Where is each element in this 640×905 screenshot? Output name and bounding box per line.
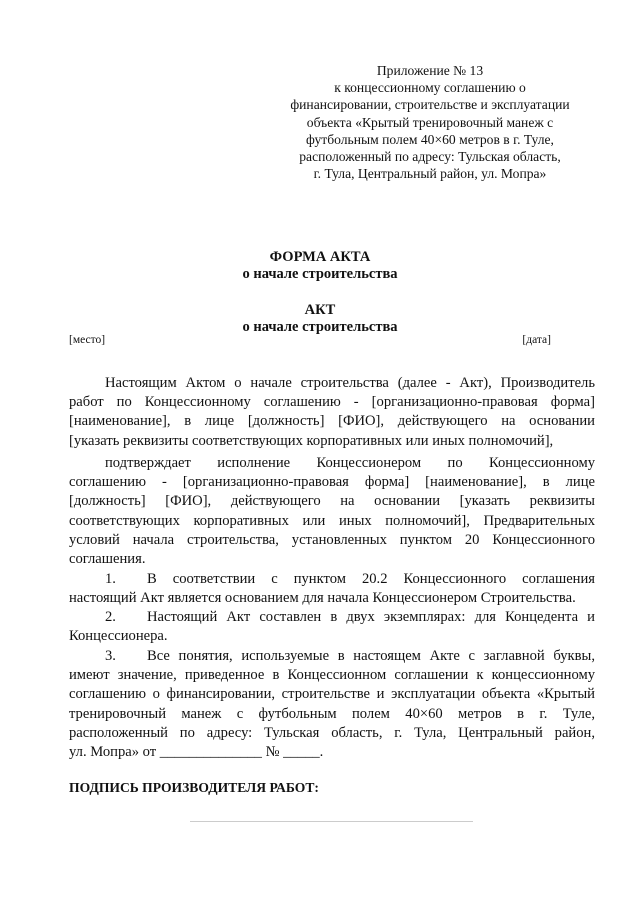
item-first-line bbox=[69, 570, 595, 589]
act-title: АКТ bbox=[304, 302, 336, 318]
appendix-line: расположенный по адресу: Тульская область, bbox=[299, 149, 561, 165]
numbered-item-3 bbox=[69, 647, 595, 762]
appendix-line: футбольным полем 40×60 метров в г. Туле, bbox=[306, 131, 554, 147]
signature-line bbox=[190, 821, 473, 822]
paragraph-line: соглашения. bbox=[69, 551, 146, 568]
paragraph-line: [наименование], в лице [должность] [ФИО], действующего на основании bbox=[69, 413, 595, 430]
item-first-line bbox=[69, 608, 595, 627]
appendix-header bbox=[270, 62, 590, 182]
numbered-item-2 bbox=[69, 608, 595, 646]
paragraph-line: подтверждает исполнение Концессионером по Концессионному bbox=[105, 455, 595, 471]
form-title: ФОРМА АКТА bbox=[269, 249, 371, 265]
item-text: Настоящий Акт составлен в двух экземплярах: для Концедента и bbox=[147, 609, 595, 625]
appendix-line: к концессионному соглашению о bbox=[334, 80, 526, 96]
act-subtitle: о начале строительства bbox=[242, 319, 398, 335]
place-field: [место] bbox=[69, 334, 106, 346]
paragraph-line: ул. Мопра» от ______________ № _____. bbox=[69, 744, 324, 761]
paragraph-line: условий начала строительства, установленных пунктом 20 Концессионного bbox=[69, 531, 595, 548]
appendix-line: финансировании, строительстве и эксплуатации bbox=[290, 97, 570, 113]
paragraph-line: расположенный по адресу: Тульская область, г. Тула, Центральный район, bbox=[69, 724, 595, 741]
paragraph-line: настоящий Акт является основанием для начала Концессионером Строительства. bbox=[69, 590, 576, 607]
paragraph-line: имеют значение, приведенное в Концессионном соглашении к концессионному bbox=[69, 667, 595, 684]
item-text: Все понятия, используемые в настоящем Акте с заглавной буквы, bbox=[147, 648, 595, 664]
paragraph-line: Настоящим Актом о начале строительства (далее - Акт), Производитель bbox=[105, 375, 595, 391]
paragraph-line: соглашению о финансировании, строительстве и эксплуатации объекта «Крытый bbox=[69, 686, 595, 703]
paragraph-line: соглашению - [организационно-правовая форма] [наименование], в лице bbox=[69, 474, 595, 491]
item-number: 2. bbox=[105, 609, 116, 625]
item-number: 3. bbox=[105, 648, 116, 664]
paragraph-line: соответствующих корпоративных или иных полномочий], Предварительных bbox=[69, 512, 595, 529]
paragraph-1 bbox=[69, 374, 595, 451]
paragraph-line: Концессионера. bbox=[69, 628, 168, 645]
appendix-line: г. Тула, Центральный район, ул. Мопра» bbox=[313, 166, 547, 182]
numbered-item-1 bbox=[69, 570, 595, 608]
form-subtitle: о начале строительства bbox=[242, 266, 398, 282]
item-first-line bbox=[69, 647, 595, 666]
item-text: В соответствии с пунктом 20.2 Концессионного соглашения bbox=[147, 571, 595, 587]
paragraph-line: тренировочный манеж с футбольным полем 40×60 метров в г. Туле, bbox=[69, 705, 595, 722]
date-field: [дата] bbox=[522, 334, 551, 346]
signature-label: ПОДПИСЬ ПРОИЗВОДИТЕЛЯ РАБОТ: bbox=[69, 780, 319, 795]
appendix-line: Приложение № 13 bbox=[376, 63, 484, 78]
item-number: 1. bbox=[105, 571, 116, 587]
paragraph-2 bbox=[69, 454, 595, 569]
paragraph-line: работ по Концессионному соглашению - [организационно-правовая форма] bbox=[69, 394, 595, 411]
appendix-line: объекта «Крытый тренировочный манеж с bbox=[306, 114, 554, 130]
paragraph-line: [должность] [ФИО], действующего на основании [указать реквизиты bbox=[69, 493, 595, 510]
paragraph-line: [указать реквизиты соответствующих корпоративных или иных полномочий], bbox=[69, 432, 554, 449]
